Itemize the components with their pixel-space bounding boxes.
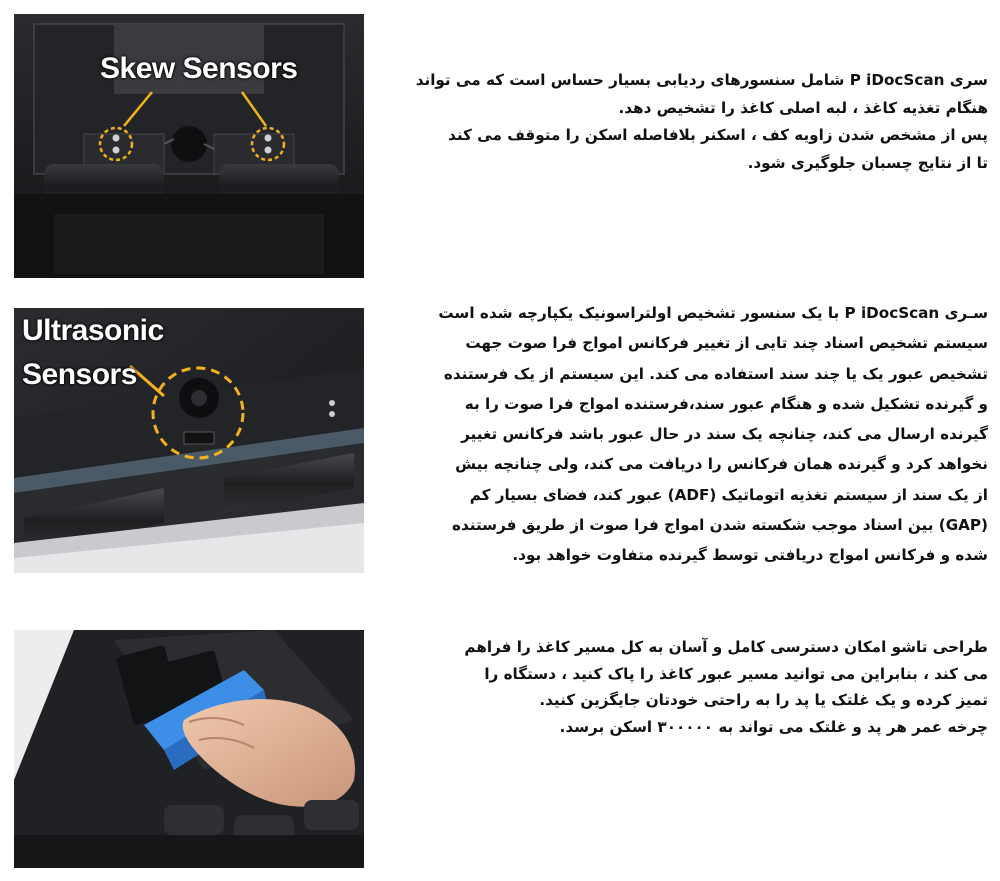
- skew-sensors-description: [383, 67, 988, 177]
- text-line: سری P iDocScan شامل سنسورهای ردیابی بسیار حساس است که می تواند: [415, 71, 988, 89]
- text-line: چرخه عمر هر پد و غلتک می تواند به ۳۰۰۰۰۰ اسکن برسد.: [559, 717, 988, 736]
- text-line: گیرنده ارسال می کند، چنانچه یک سند در حال عبور باشد فرکانس تغییر: [461, 425, 988, 444]
- text-line: می کند ، بنابراین می توانید مسیر عبور کاغذ را پاک کنید ، دستگاه را: [484, 664, 988, 683]
- text-line: هنگام تغذیه کاغذ ، لبه اصلی کاغذ را تشخیص دهد.: [618, 98, 988, 117]
- skew-sensors-photo: [14, 14, 364, 278]
- text-line: شده و فرکانس امواج دریافتی توسط گیرنده متفاوت خواهد بود.: [512, 546, 988, 565]
- text-line: سیستم تشخیص اسناد چند تایی از تغییر فرکانس امواج فرا صوت جهت: [465, 334, 988, 353]
- text-line: سـری P iDocScan با یک سنسور تشخیص اولتراسونیک یکپارچه شده است: [438, 304, 988, 322]
- skew-sensors-label: Skew Sensors: [100, 52, 298, 85]
- ultrasonic-label-line1: Ultrasonic: [22, 314, 164, 347]
- ultrasonic-sensors-photo: [14, 308, 364, 573]
- ultrasonic-label-line2: Sensors: [22, 358, 137, 391]
- pad-replacement-photo: [14, 630, 364, 868]
- pad-replacement-description: [383, 634, 988, 740]
- text-line: طراحی تاشو امکان دسترسی کامل و آسان به کل مسیر کاغذ را فراهم: [464, 638, 988, 656]
- pad-replacement-illustration: [14, 630, 364, 868]
- text-line: و گیرنده تشکیل شده و هنگام عبور سند،فرستنده امواج فرا صوت را به: [464, 394, 988, 413]
- text-line: تمیز کرده و یک غلتک یا پد را به راحتی خودتان جایگزین کنید.: [539, 691, 988, 709]
- text-line: تشخیص عبور یک یا چند سند استفاده می کند. این سیستم از یک فرستنده: [443, 364, 988, 383]
- text-line: تا از نتایج چسبان جلوگیری شود.: [747, 153, 988, 172]
- ultrasonic-sensors-description: [383, 298, 988, 571]
- text-line: نخواهد کرد و گیرنده همان فرکانس را دریافت می کند، ولی چنانچه بیش: [455, 455, 988, 474]
- text-line: پس از مشخص شدن زاویه کف ، اسکنر بلافاصله اسکن را متوقف می کند: [448, 126, 988, 144]
- text-line: (GAP) بین اسناد موجب شکسته شدن امواج فرا صوت از طریق فرستنده: [452, 516, 988, 535]
- text-line: از یک سند از سیستم تغذیه اتوماتیک (ADF) عبور کند، فضای بسیار کم: [469, 485, 988, 504]
